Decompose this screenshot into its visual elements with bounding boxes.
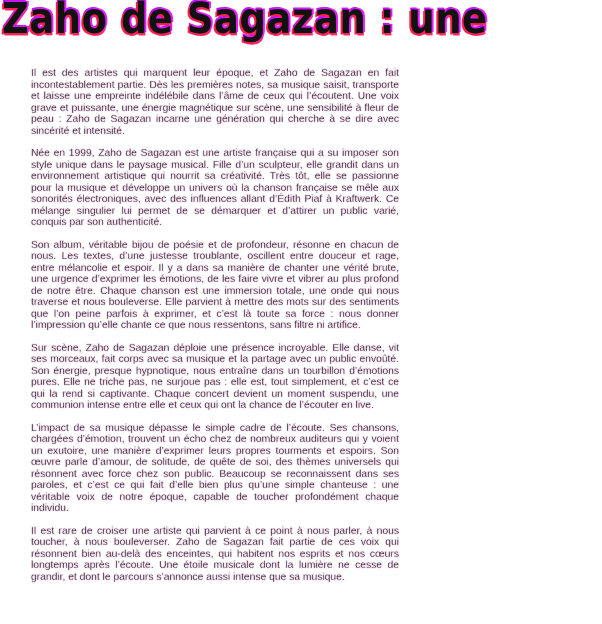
page-title: Zaho de Sagazan : une (2, 0, 488, 44)
paragraph-5: L’impact de sa musique dépasse le simple cadre de l’écoute. Ses chansons, chargées d’émotion, trouvent un écho chez de nombreux auditeurs qui y voient un exutoire, une manière d’exprimer leurs propres tourments et espoirs. Son œuvre parle d’amour, de solitude, de quête de soi, des thèmes universels qui résonnent avec force chez son public. Beaucoup se reconnaissent dans ses paroles, et c’est ce qui fait d’elle bien plus qu’une simple chanteuse : une véritable voix de notre époque, capable de toucher profondément chaque individu. (31, 422, 399, 514)
paragraph-2: Née en 1999, Zaho de Sagazan est une artiste française qui a su imposer son style unique dans le paysage musical. Fille d’un sculpteur, elle grandit dans un environnement artistique qui nourrit sa créativité. Très tôt, elle se passionne pour la musique et développe un univers où la chanson française se mêle aux sonorités électroniques, avec des influences allant d’Édith Piaf à Kraftwerk. Ce mélange singulier lui permet de se démarquer et d’attirer un public varié, conquis par son authenticité. (31, 148, 399, 228)
article-body (31, 68, 399, 594)
paragraph-3: Son album, véritable bijou de poésie et de profondeur, résonne en chacun de nous. Les textes, d’une justesse troublante, oscillent entre douceur et rage, entre mélancolie et espoir. Il y a dans sa manière de chanter une vérité brute, une urgence d’exprimer les émotions, de les faire vivre et vibrer au plus profond de notre être. Chaque chanson est une immersion totale, une onde qui nous traverse et nous bouleverse. Elle parvient à mettre des mots sur des sentiments que l’on peine parfois à exprimer, et c’est là toute sa force : nous donner l’impression qu’elle chante ce que nous ressentons, sans filtre ni artifice. (31, 239, 399, 331)
paragraph-1: Il est des artistes qui marquent leur époque, et Zaho de Sagazan en fait incontestablement partie. Dès les premières notes, sa musique saisit, transporte et laisse une empreinte indélébile dans l’âme de ceux qui l’écoutent. Une voix grave et puissante, une énergie magnétique sur scène, une sensibilité à fleur de peau : Zaho de Sagazan incarne une génération qui cherche à se dire avec sincérité et intensité. (31, 68, 399, 137)
paragraph-6: Il est rare de croiser une artiste qui parvient à ce point à nous parler, à nous toucher, à nous bouleverser. Zaho de Sagazan fait partie de ces voix qui résonnent bien au-delà des enceintes, qui habitent nos esprits et nos cœurs longtemps après l’écoute. Une étoile musicale dont la lumière ne cesse de grandir, et dont le parcours s’annonce aussi intense que sa musique. (31, 525, 399, 583)
paragraph-4: Sur scène, Zaho de Sagazan déploie une présence incroyable. Elle danse, vit ses morceaux, fait corps avec sa musique et la partage avec un public envoûté. Son énergie, presque hypnotique, nous entraîne dans un tourbillon d’émotions pures. Elle ne triche pas, ne surjoue pas : elle est, tout simplement, et c’est ce qui la rend si captivante. Chaque concert devient un moment suspendu, une communion intense entre elle et ceux qui ont la chance de l’écouter en live. (31, 342, 399, 411)
